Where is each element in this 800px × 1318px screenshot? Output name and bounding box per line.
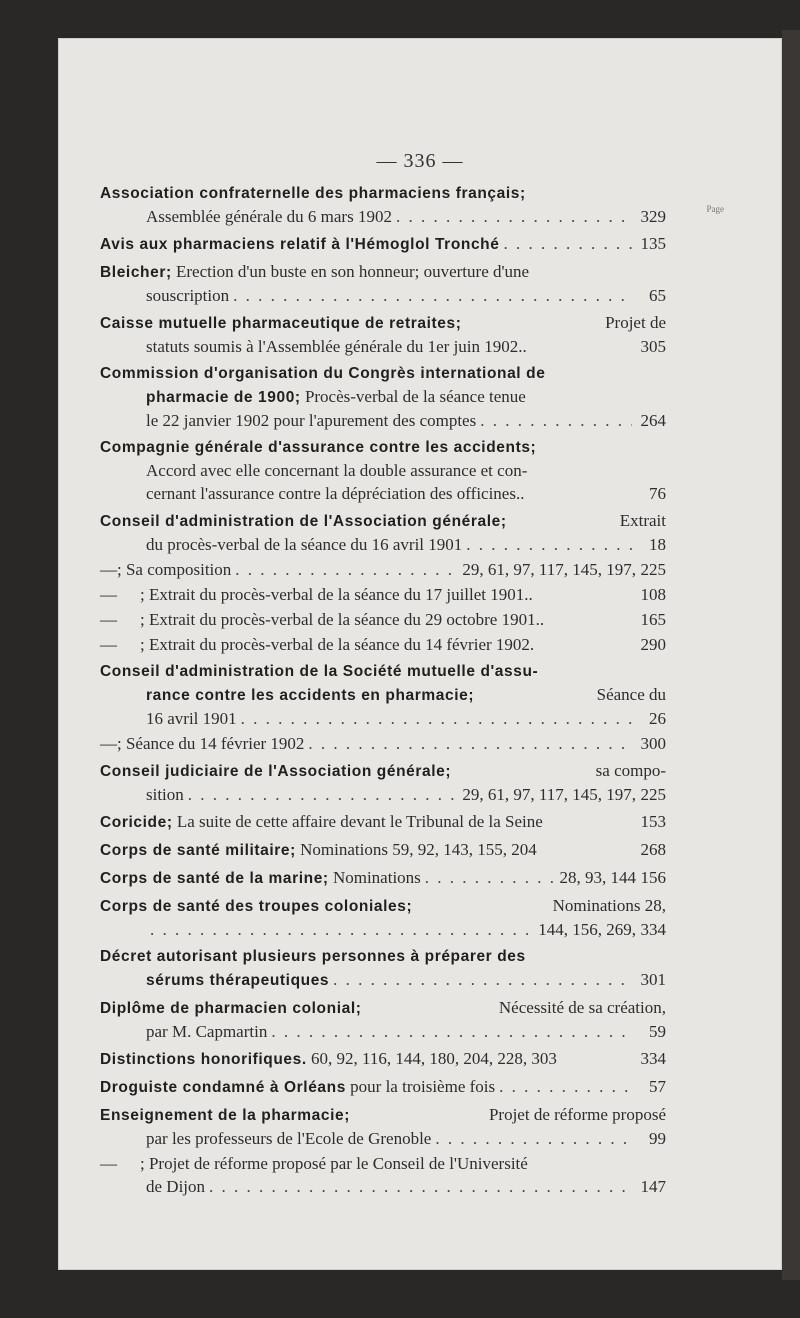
entry-title-cont: pharmacie de 1900;	[146, 389, 301, 406]
entry-title: Conseil judiciaire de l'Association générale;	[100, 763, 452, 780]
entry-text: statuts soumis à l'Assemblée générale du 1er juin 1902..	[146, 337, 527, 356]
entry-title: Association confraternelle des pharmaciens français;	[100, 185, 526, 202]
dot-leader	[188, 783, 459, 806]
ditto-dash: —	[100, 585, 117, 604]
dot-leader	[499, 1075, 632, 1098]
entry-text: Projet de	[605, 313, 666, 332]
ditto-dash: —	[100, 610, 117, 629]
entry-page: 108	[640, 585, 666, 604]
entry-page: 147	[640, 1177, 666, 1196]
entry-text: Nominations	[332, 868, 421, 887]
entry-title: Conseil d'administration de la Société mutuelle d'assu-	[100, 663, 539, 680]
dot-leader	[466, 533, 632, 556]
dot-leader	[396, 205, 632, 228]
entry-title: Coricide;	[100, 814, 173, 831]
index-entry	[100, 660, 666, 730]
entry-text: par les professeurs de l'Ecole de Grenoble	[146, 1129, 432, 1148]
index-subentry	[100, 608, 666, 631]
entry-text: Nominations 28,	[552, 896, 666, 915]
entry-page: 135	[640, 234, 666, 253]
entry-text: Séance du	[596, 685, 666, 704]
entry-title: Corps de santé de la marine;	[100, 870, 329, 887]
index-entry	[100, 945, 666, 992]
index-entry	[100, 362, 666, 432]
entry-title: Droguiste condamné à Orléans	[100, 1079, 346, 1096]
entry-page: 225	[640, 785, 666, 804]
entry-text: par M. Capmartin	[146, 1022, 268, 1041]
dot-leader	[308, 732, 632, 755]
index-entry	[100, 311, 666, 358]
dot-leader	[150, 918, 534, 941]
entry-numbers: 28, 93, 144	[559, 868, 636, 887]
entry-text: Accord avec elle concernant la double assurance et con-	[146, 461, 528, 480]
entry-text: Projet de réforme proposé	[488, 1105, 666, 1124]
dot-leader	[241, 707, 632, 730]
entry-title: Avis aux pharmaciens relatif à l'Hémoglol Tronché	[100, 236, 500, 253]
index-entry	[100, 810, 666, 834]
entry-text: pour la troisième fois	[350, 1077, 496, 1096]
entry-text: souscription	[146, 286, 230, 305]
entry-page: 26	[649, 709, 666, 728]
entry-text: cernant l'assurance contre la dépréciation des officines..	[146, 484, 525, 503]
index-list	[100, 182, 666, 1202]
entry-page: 329	[640, 207, 666, 226]
entry-text: sa compo-	[595, 761, 666, 780]
entry-numbers: 29, 61, 97, 117, 145, 197,	[462, 560, 636, 579]
entry-text: Erection d'un buste en son honneur; ouverture d'une	[175, 262, 530, 281]
entry-title-cont: rance contre les accidents en pharmacie;	[146, 687, 475, 704]
entry-title: Commission d'organisation du Congrès international de	[100, 365, 546, 382]
index-entry	[100, 996, 666, 1043]
entry-page: 290	[640, 635, 666, 654]
entry-text: le 22 janvier 1902 pour l'apurement des comptes	[146, 411, 477, 430]
ditto-dash: —	[100, 635, 117, 654]
page-column-label: Page	[706, 204, 724, 214]
entry-text: Procès-verbal de la séance tenue	[304, 387, 526, 406]
entry-text: ; Extrait du procès-verbal de la séance du 17 juillet 1901..	[140, 585, 533, 604]
entry-text: ; Extrait du procès-verbal de la séance du 29 octobre 1901..	[140, 610, 545, 629]
entry-page: 76	[649, 484, 666, 503]
entry-page: 99	[649, 1129, 666, 1148]
index-subentry	[100, 558, 666, 581]
index-entry	[100, 866, 666, 890]
index-subentry	[100, 1152, 666, 1198]
entry-page: 225	[640, 560, 666, 579]
index-subentry	[100, 732, 666, 755]
index-entry	[100, 436, 666, 505]
entry-text: 16 avril 1901	[146, 709, 237, 728]
entry-page: 153	[640, 812, 666, 831]
entry-text: La suite de cette affaire devant le Tribunal de la Seine	[176, 812, 543, 831]
entry-page: 65	[649, 286, 666, 305]
entry-page: 334	[640, 1049, 666, 1068]
entry-page: 268	[640, 840, 666, 859]
index-entry	[100, 1047, 666, 1071]
entry-title: Décret autorisant plusieurs personnes à préparer des	[100, 948, 526, 965]
dot-leader	[480, 409, 632, 432]
index-subentry	[100, 583, 666, 606]
entry-page: 156	[640, 868, 666, 887]
entry-text: Assemblée générale du 6 mars 1902	[146, 207, 392, 226]
entry-text: sition	[146, 785, 184, 804]
ditto-dash: —	[100, 734, 117, 753]
entry-title: Corps de santé militaire;	[100, 842, 296, 859]
entry-page: 334	[640, 920, 666, 939]
index-subentry	[100, 633, 666, 656]
entry-text: ; Extrait du procès-verbal de la séance du 14 février 1902.	[140, 635, 535, 654]
entry-page: 165	[640, 610, 666, 629]
adjacent-page-edge	[782, 30, 800, 1280]
entry-title: Caisse mutuelle pharmaceutique de retraites;	[100, 315, 462, 332]
entry-page: 301	[640, 970, 666, 989]
entry-page: 264	[640, 411, 666, 430]
dot-leader	[333, 968, 632, 991]
entry-page: 300	[640, 734, 666, 753]
ditto-dash: —	[100, 560, 117, 579]
entry-title-cont: sérums thérapeutiques	[146, 972, 330, 989]
entry-title: Compagnie générale d'assurance contre les accidents;	[100, 439, 537, 456]
entry-text: Nominations 59, 92, 143, 155, 204	[300, 840, 537, 859]
entry-title: Corps de santé des troupes coloniales;	[100, 898, 413, 915]
ditto-dash: —	[100, 1154, 117, 1173]
dot-leader	[233, 284, 632, 307]
index-entry	[100, 894, 666, 941]
entry-title: Distinctions honorifiques.	[100, 1051, 307, 1068]
index-entry	[100, 1103, 666, 1150]
entry-text: Extrait	[619, 511, 666, 530]
index-entry	[100, 838, 666, 862]
dot-leader	[425, 866, 556, 889]
entry-page: 59	[649, 1022, 666, 1041]
entry-text: 60, 92, 116, 144, 180, 204, 228, 303	[311, 1049, 557, 1068]
index-entry	[100, 759, 666, 806]
index-entry	[100, 1075, 666, 1099]
entry-text: de Dijon	[146, 1177, 206, 1196]
entry-numbers: 29, 61, 97, 117, 145, 197,	[462, 785, 636, 804]
dot-leader	[209, 1175, 632, 1198]
entry-title: Enseignement de la pharmacie;	[100, 1107, 350, 1124]
entry-text: du procès-verbal de la séance du 16 avril 1901	[146, 535, 463, 554]
entry-page: 18	[649, 535, 666, 554]
dot-leader	[503, 232, 632, 255]
entry-page: 305	[640, 337, 666, 356]
index-entry	[100, 260, 666, 307]
entry-page: 57	[649, 1077, 666, 1096]
index-entry	[100, 182, 666, 228]
entry-title: Conseil d'administration de l'Association générale;	[100, 513, 507, 530]
entry-text: Nécessité de sa création,	[498, 998, 666, 1017]
entry-text: ; Sa composition	[117, 560, 232, 579]
dot-leader	[235, 558, 458, 581]
entry-text: ; Séance du 14 février 1902	[117, 734, 305, 753]
dot-leader	[435, 1127, 632, 1150]
page-number-header: — 336 —	[376, 150, 464, 172]
entry-numbers: 144, 156, 269,	[538, 920, 636, 939]
entry-title: Bleicher;	[100, 264, 172, 281]
entry-title: Diplôme de pharmacien colonial;	[100, 1000, 362, 1017]
entry-text: ; Projet de réforme proposé par le Conseil de l'Université	[140, 1154, 528, 1173]
index-entry	[100, 509, 666, 556]
dot-leader	[271, 1020, 632, 1043]
index-entry	[100, 232, 666, 256]
